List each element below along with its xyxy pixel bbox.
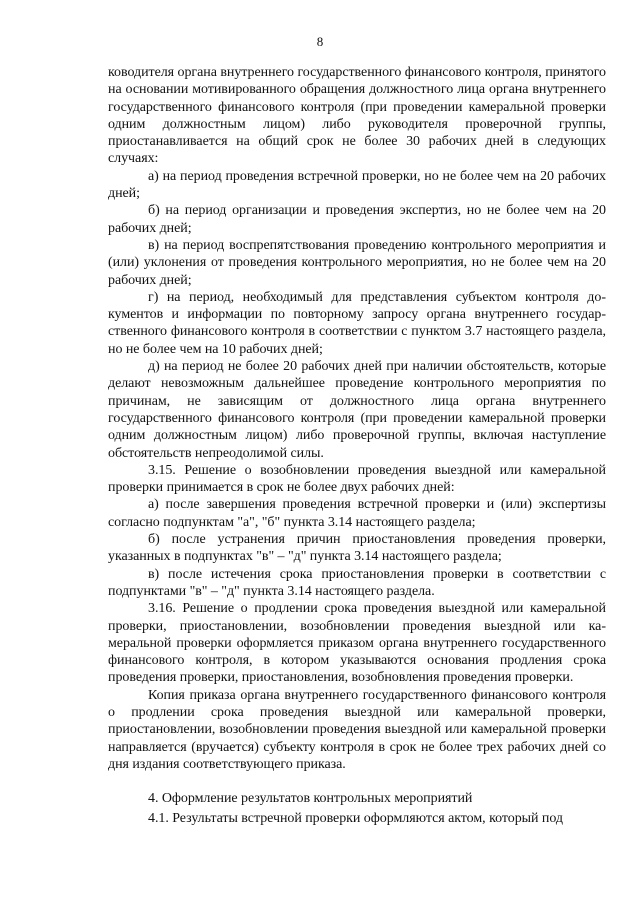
page-number: 8 [316, 34, 324, 49]
list-item-v: в) на период воспрепятствования проведению контрольного мероприятия и (или) уклонения от проведения контрольного мероприятия, но не более чем на 20 рабочих дней; [108, 237, 606, 288]
paragraph-continuation: ководителя органа внутреннего государственного финансового контроля, принятого на основании мотивированного обращения должностного лица органа внутреннего государственного финансового контроля (при проведении камеральной проверки одним должностным лицом) либо руководителя проверочной группы, приостанавливается на общий срок не более 30 рабочих дней в следующих случаях: [108, 65, 606, 167]
list-item-a: а) на период проведения встречной проверки, но не более чем на 20 рабочих дней; [108, 168, 606, 202]
section-heading: 4. Оформление результатов контрольных мероприятий [148, 791, 473, 807]
list-item-d: д) на период не более 20 рабочих дней при наличии обстоятельств, которые делают невозможным дальнейшее проведение контрольного мероприятия по причинам, не зависящим от должностного лица органа внутреннего государственного финансового контроля (при проведении камеральной проверки одним должностным лицом) либо проверочной группы, включая наступление обстоятельств непреодолимой силы. [108, 359, 606, 461]
list-item-g: г) на период, необходимый для представления субъектом контроля документов и информации по повторному запросу органа внутреннего государственного финансового контроля в соответствии с пунктом 3.7 настоящего раздела, но не более чем на 10 рабочих дней; [108, 289, 606, 357]
clause-3-15-item-v: в) после истечения срока приостановления проверки в соответствии с подпунктами "в" – "д" пункта 3.14 настоящего раздела. [108, 566, 606, 599]
clause-3-15: 3.15. Решение о возобновлении проведения выездной или камеральной проверки принимается в срок не более двух рабочих дней: [108, 462, 606, 496]
order-copy-paragraph: Копия приказа органа внутреннего государственного финансового контроля о продлении срока проведения выездной или камеральной проверки, приостановлении, возобновлении проведения выездной или камеральной проверки направляется (вручается) субъекту контроля в срок не более трех рабочих дней со дня издания соответствующего приказа. [108, 687, 606, 772]
document-body [108, 64, 606, 828]
clause-3-15-item-a: а) после завершения проведения встречной проверки и (или) экспертизы согласно подпунктам "а", "б" пункта 3.14 настоящего раздела; [108, 497, 606, 530]
clause-4-1: 4.1. Результаты встречной проверки оформляются актом, который под [148, 811, 563, 827]
clause-3-15-item-b: б) после устранения причин приостановления проведения проверки, указанных в подпунктах "в" – "д" пункта 3.14 настоящего раздела; [108, 532, 606, 565]
list-item-b: б) на период организации и проведения экспертиз, но не более чем на 20 рабочих дней; [108, 203, 606, 236]
clause-3-16: 3.16. Решение о продлении срока проведения выездной или камеральной проверки, приостановлении, возобновлении проведения выездной или камеральной проверки оформляется приказом органа внутреннего государственного финансового контроля, в котором указываются основания продления срока проведения проверки, приостановления, возобновления проведения проверки. [108, 601, 606, 686]
